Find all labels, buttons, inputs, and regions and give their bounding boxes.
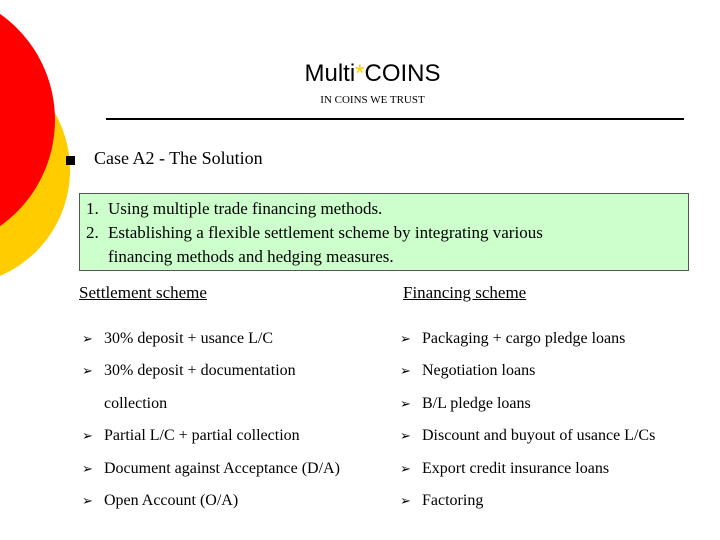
- settlement-item-continuation: collection: [104, 395, 168, 412]
- brand-suffix: COINS: [364, 60, 441, 87]
- arrow-bullet-icon: ➢: [400, 494, 411, 509]
- square-bullet-icon: [66, 156, 75, 165]
- solution-item-2: [86, 221, 543, 245]
- financing-item-text: Discount and buyout of usance L/Cs: [422, 427, 656, 444]
- settlement-item: [82, 362, 296, 380]
- financing-item: [400, 460, 609, 478]
- solution-box: [79, 193, 689, 271]
- settlement-item: [82, 427, 300, 445]
- brand-prefix: Multi: [304, 60, 356, 87]
- financing-item: [400, 330, 625, 348]
- brand-star: *: [355, 60, 365, 87]
- settlement-item: [82, 492, 238, 510]
- solution-item-2-continuation: financing methods and hedging measures.: [108, 247, 394, 266]
- solution-item-number: 2.: [86, 223, 99, 242]
- solution-item-text: Using multiple trade financing methods.: [108, 199, 383, 218]
- arrow-bullet-icon: ➢: [400, 429, 411, 444]
- financing-item: [400, 427, 655, 445]
- tagline: IN COINS WE TRUST: [320, 94, 425, 106]
- arrow-bullet-icon: ➢: [400, 397, 411, 412]
- solution-item-1: [86, 197, 382, 221]
- financing-item-text: Export credit insurance loans: [422, 460, 610, 477]
- financing-item-text: Negotiation loans: [422, 362, 536, 379]
- arrow-bullet-icon: ➢: [82, 462, 93, 477]
- financing-scheme-title: Financing scheme: [403, 283, 527, 302]
- financing-item: [400, 395, 531, 413]
- arrow-bullet-icon: ➢: [82, 429, 93, 444]
- settlement-item-text: 30% deposit + documentation: [104, 362, 296, 379]
- slide-heading: Case A2 - The Solution: [94, 148, 263, 168]
- financing-item-text: Factoring: [422, 492, 484, 509]
- settlement-scheme-title: Settlement scheme: [79, 283, 207, 302]
- settlement-item-text: Partial L/C + partial collection: [104, 427, 300, 444]
- arrow-bullet-icon: ➢: [82, 364, 93, 379]
- arrow-bullet-icon: ➢: [82, 494, 93, 509]
- financing-item: [400, 492, 483, 510]
- divider: [106, 118, 684, 120]
- financing-item-text: B/L pledge loans: [422, 395, 531, 412]
- settlement-item-text: Document against Acceptance (D/A): [104, 460, 340, 477]
- arrow-bullet-icon: ➢: [400, 462, 411, 477]
- solution-item-text: Establishing a flexible settlement scheme by integrating various: [108, 223, 543, 242]
- financing-item-text: Packaging + cargo pledge loans: [422, 330, 626, 347]
- financing-item: [400, 362, 535, 380]
- arrow-bullet-icon: ➢: [82, 332, 93, 347]
- arrow-bullet-icon: ➢: [400, 332, 411, 347]
- decorative-circles: [0, 0, 80, 300]
- settlement-item-text: Open Account (O/A): [104, 492, 239, 509]
- settlement-item: [82, 330, 273, 348]
- settlement-item-text: 30% deposit + usance L/C: [104, 330, 273, 347]
- brand-title: [0, 60, 720, 88]
- settlement-item: [82, 460, 340, 478]
- arrow-bullet-icon: ➢: [400, 364, 411, 379]
- solution-item-number: 1.: [86, 199, 99, 218]
